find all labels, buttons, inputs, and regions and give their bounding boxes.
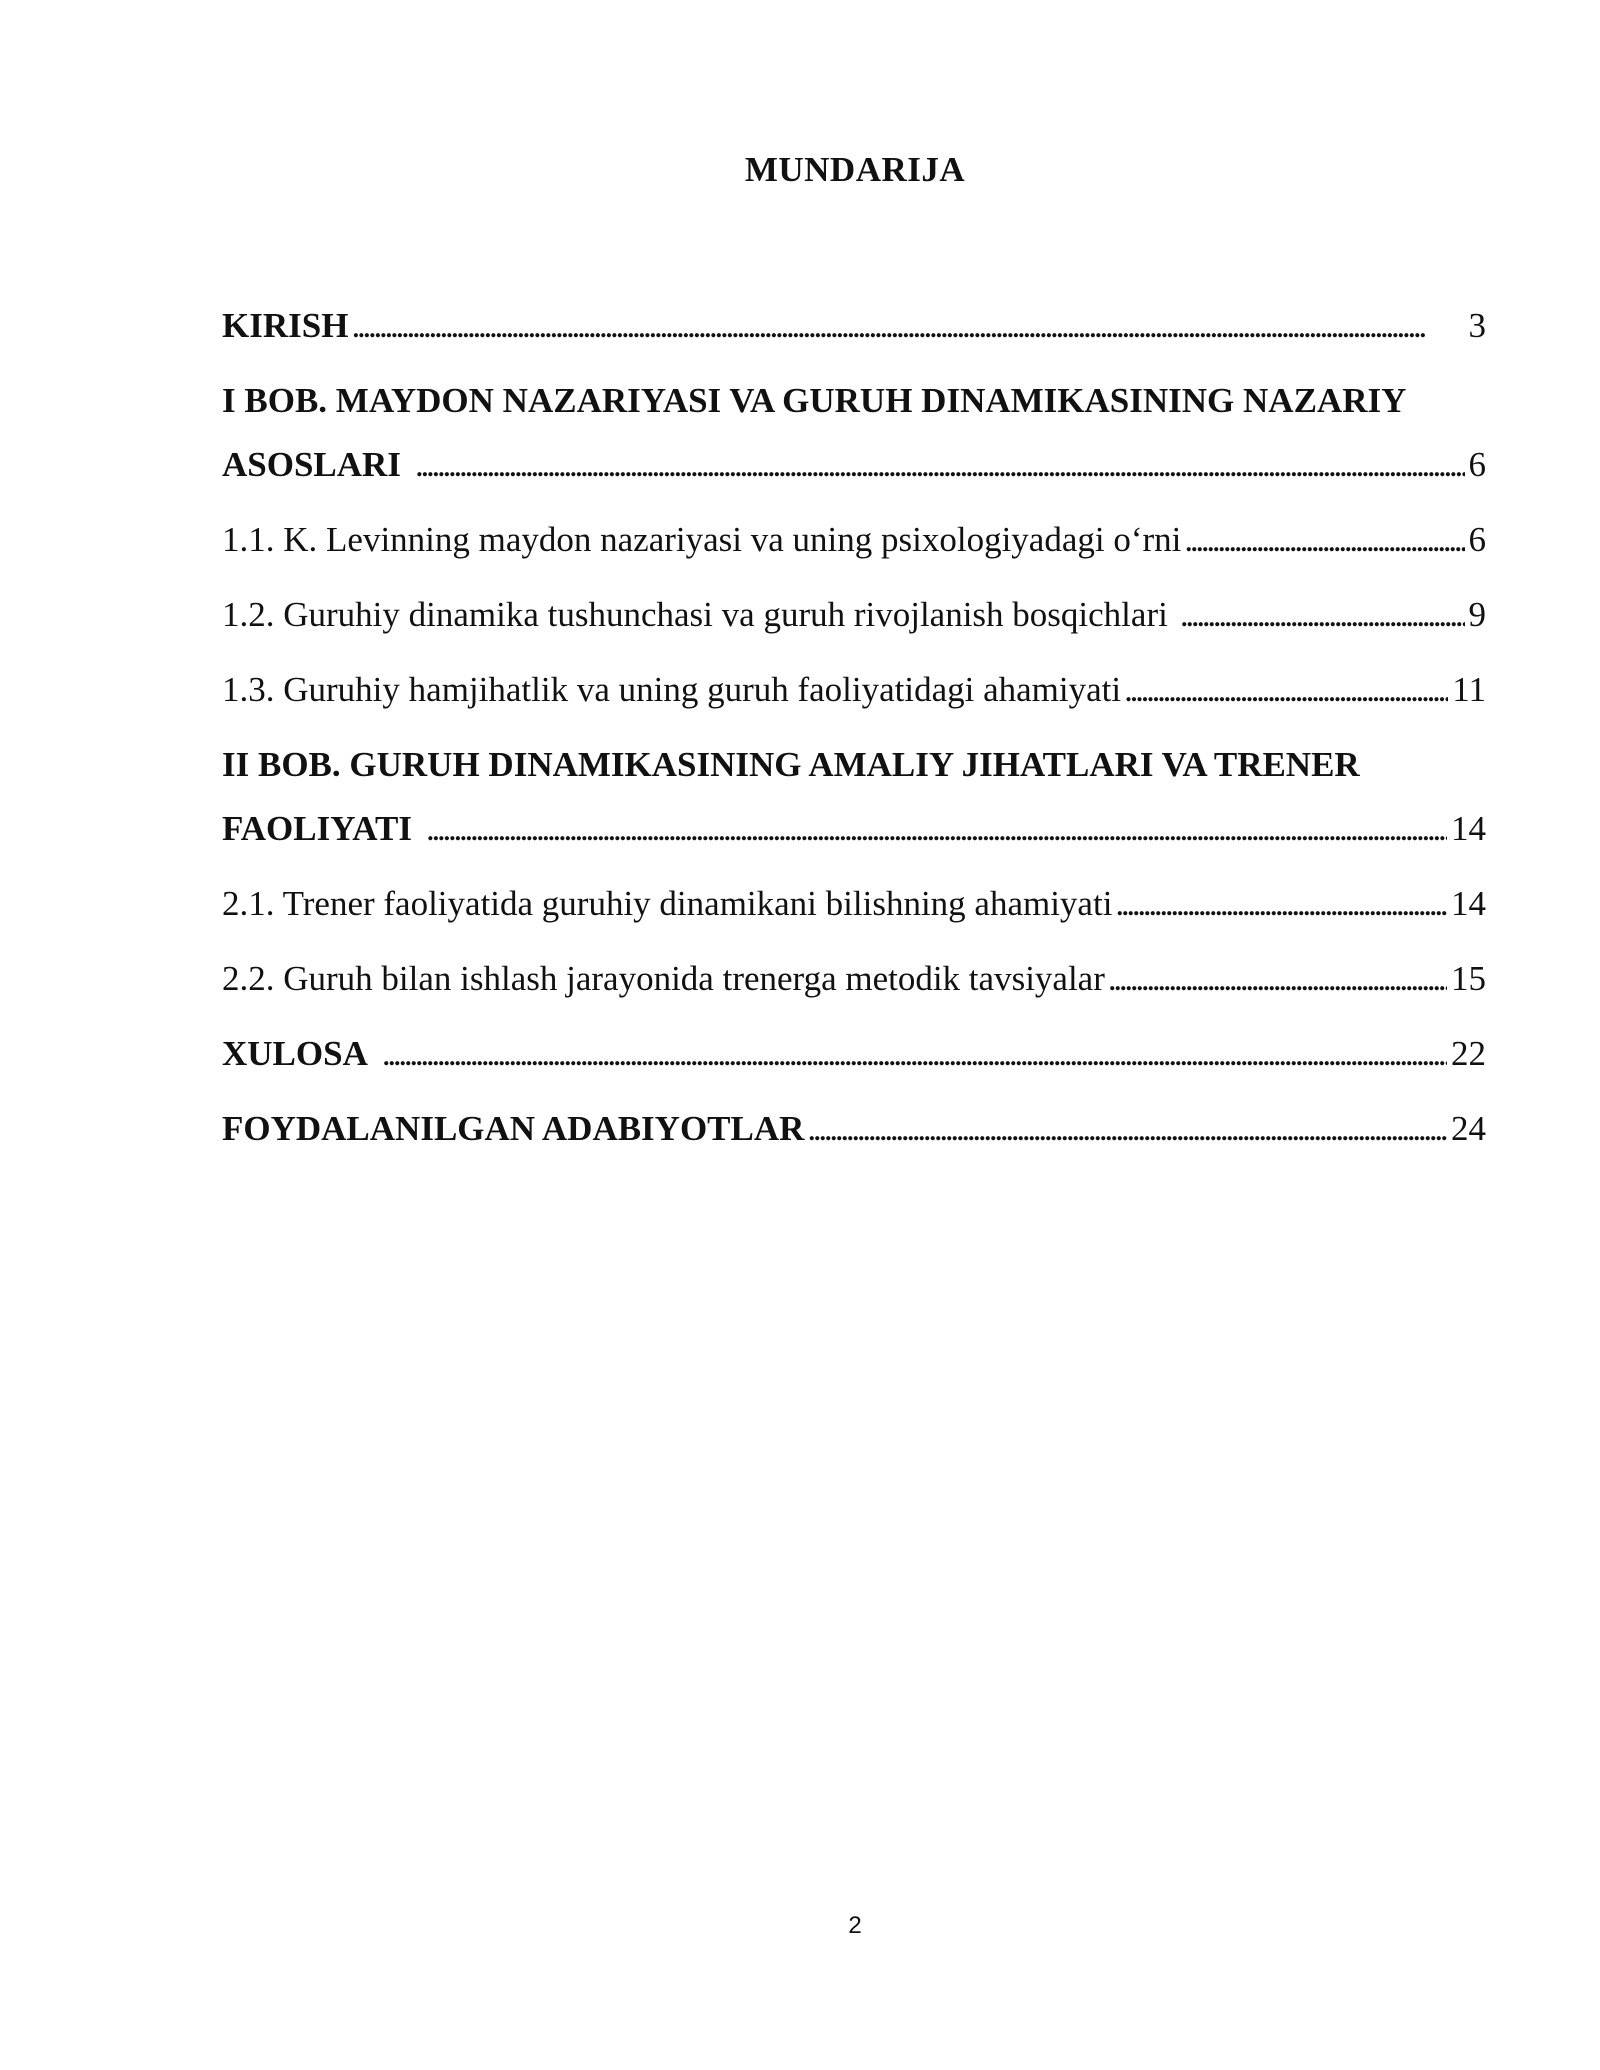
dot-leader [1184,519,1464,561]
toc-page-number: 22 [1451,1034,1486,1073]
toc-entry-label: KIRISH [222,306,349,345]
toc-entry-label: 1.1. K. Levinning maydon nazariyasi va uning psixologiyadagi o‘rni [222,520,1182,559]
dot-leader [382,1033,1447,1075]
toc-entry-2-1[interactable] [222,883,1486,925]
toc-entry-label-line1: I BOB. MAYDON NAZARIYASI VA GURUH DINAMIKASINING NAZARIY [222,381,1407,420]
page-title: MUNDARIJA [744,150,966,189]
toc-entry-kirish[interactable] [222,305,1486,347]
toc-entry-label-line2: ASOSLARI [222,445,401,484]
dot-leader [1115,883,1447,925]
toc-entry-label-line1: II BOB. GURUH DINAMIKASINING AMALIY JIHATLARI VA TRENER [222,745,1360,784]
toc-page-number: 14 [1451,884,1486,923]
toc-entry-label: 1.2. Guruhiy dinamika tushunchasi va guruh rivojlanish bosqichlari [222,595,1168,634]
toc-page-number: 15 [1451,959,1486,998]
toc-entry-bob2[interactable] [222,744,1486,850]
toc-entry-xulosa[interactable] [222,1033,1486,1075]
toc-entry-2-2[interactable] [222,958,1486,1000]
toc-page-number: 9 [1468,595,1486,634]
dot-leader [1108,958,1447,1000]
toc-entry-1-1[interactable] [222,519,1486,561]
toc-entry-1-3[interactable] [222,669,1486,711]
toc-page-number: 3 [1468,306,1486,345]
toc-entry-adabiyotlar[interactable] [222,1108,1486,1150]
dot-leader [1124,669,1448,711]
toc-entry-label: 2.2. Guruh bilan ishlash jarayonida trenerga metodik tavsiyalar [222,959,1105,998]
toc-page-number: 6 [1468,445,1486,484]
toc-entry-label: 2.1. Trener faoliyatida guruhiy dinamikani bilishning ahamiyati [222,884,1113,923]
toc-page-number: 14 [1451,809,1486,848]
toc-entry-label: XULOSA [222,1034,368,1073]
toc-entry-bob1[interactable] [222,380,1486,486]
dot-leader [807,1108,1447,1150]
toc-entry-label: FOYDALANILGAN ADABIYOTLAR [222,1109,805,1148]
toc-page-number: 6 [1468,520,1486,559]
table-of-contents [222,305,1486,1150]
toc-entry-1-2[interactable] [222,594,1486,636]
toc-page-number: 11 [1452,670,1486,709]
page-number-footer: 2 [848,1912,862,1939]
dot-leader [1180,594,1465,636]
toc-page-number: 24 [1451,1109,1486,1148]
dot-leader [415,444,1465,486]
dot-leader [351,305,1464,347]
dot-leader [426,808,1447,850]
toc-entry-label: 1.3. Guruhiy hamjihatlik va uning guruh faoliyatidagi ahamiyati [222,670,1122,709]
toc-entry-label-line2: FAOLIYATI [222,809,412,848]
